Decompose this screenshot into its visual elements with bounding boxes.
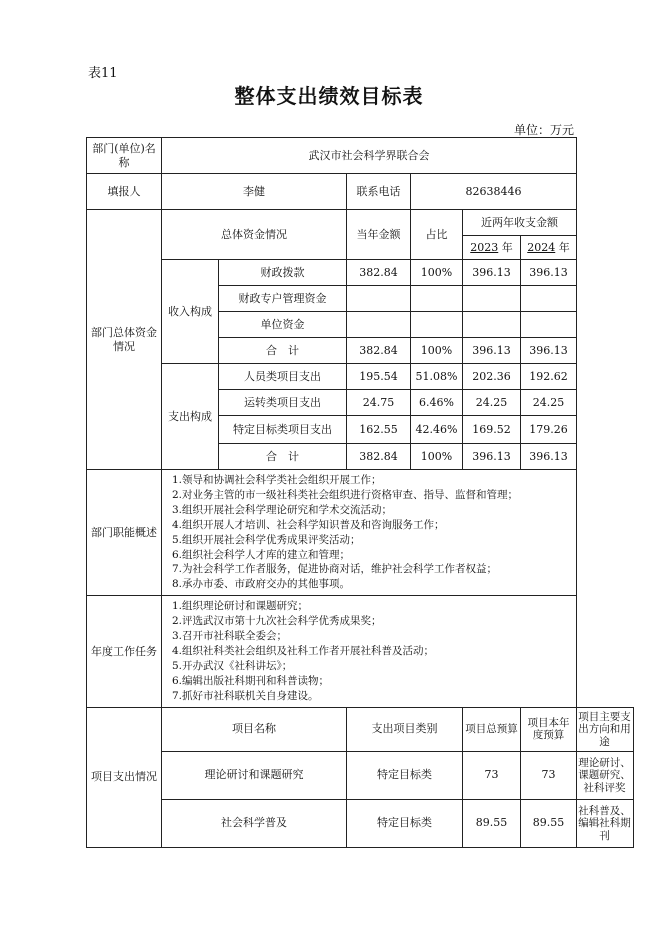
duty-item: 6.组织社会科学人才库的建立和管理； [172,548,351,561]
project-category-header: 支出项目类别 [347,707,463,751]
expense-row-y1: 202.36 [463,364,521,390]
duties-list [162,470,577,596]
duty-item: 7.为社会科学工作者服务，促进协商对话，维护社会科学工作者权益； [172,563,498,576]
income-total-amount: 382.84 [347,338,411,364]
income-row-ratio [411,286,463,312]
project-name-header: 项目名称 [162,707,347,751]
expense-row-ratio: 51.08% [411,364,463,390]
project-total: 73 [463,751,521,799]
phone-value: 82638446 [411,174,577,210]
expense-row-y2: 179.26 [521,416,577,444]
task-item: 5.开办武汉《社科讲坛》； [172,659,293,672]
project-year-budget: 73 [521,751,577,799]
unit-label: 单位：万元 [513,123,574,137]
income-row-ratio [411,312,463,338]
duty-item: 8.承办市委、市政府交办的其他事项。 [172,578,351,591]
income-total-name: 合 计 [219,338,347,364]
project-usage-header: 项目主要支出方向和用途 [576,708,634,752]
income-row-y1 [463,286,521,312]
expense-row-y1: 169.52 [463,416,521,444]
filler-label: 填报人 [87,174,162,210]
project-category: 特定目标类 [347,751,463,799]
expense-row-amount: 195.54 [347,364,411,390]
income-row-y2 [521,286,577,312]
income-row-y2: 396.13 [521,260,577,286]
income-row-ratio: 100% [411,260,463,286]
project-usage: 社科普及、编辑社科期刊 [576,800,634,848]
expense-row-name: 人员类项目支出 [219,364,347,390]
income-row-y1: 396.13 [463,260,521,286]
expense-row-ratio: 6.46% [411,390,463,416]
expense-row-amount: 24.75 [347,390,411,416]
project-name: 理论研讨和课题研究 [162,751,347,799]
expense-total-amount: 382.84 [347,444,411,470]
income-row-name: 财政拨款 [219,260,347,286]
expense-total-y2: 396.13 [521,444,577,470]
expense-row-amount: 162.55 [347,416,411,444]
project-total-header: 项目总预算 [463,707,521,751]
project-category: 特定目标类 [347,799,463,847]
income-row-name: 单位资金 [219,312,347,338]
expense-label: 支出构成 [162,364,219,470]
task-item: 6.编辑出版社科期刊和科普读物； [172,674,330,687]
income-total-y1: 396.13 [463,338,521,364]
funds-overview-label: 总体资金情况 [162,210,347,260]
task-item: 4.组织社科类社会组织及社科工作者开展社科普及活动； [172,644,435,657]
table-number: 表11 [88,66,118,81]
income-label: 收入构成 [162,260,219,364]
duty-item: 5.组织开展社会科学优秀成果评奖活动； [172,533,361,546]
dept-name-value: 武汉市社会科学界联合会 [162,138,577,174]
income-row-amount [347,312,411,338]
income-row-amount: 382.84 [347,260,411,286]
current-amount-header: 当年金额 [347,210,411,260]
income-total-ratio: 100% [411,338,463,364]
expense-total-ratio: 100% [411,444,463,470]
expense-row-name: 特定目标类项目支出 [219,416,347,444]
phone-label: 联系电话 [347,174,411,210]
expense-row-y2: 24.25 [521,390,577,416]
income-total-y2: 396.13 [521,338,577,364]
performance-target-table [86,137,577,848]
expense-total-name: 合 计 [219,444,347,470]
project-year-budget: 89.55 [521,799,577,847]
year1-header: 2023 年 [463,236,521,260]
expense-total-y1: 396.13 [463,444,521,470]
tasks-list [162,596,577,707]
income-row-amount [347,286,411,312]
project-name: 社会科学普及 [162,799,347,847]
duty-item: 4.组织开展人才培训、社会科学知识普及和咨询服务工作； [172,518,445,531]
dept-name-label: 部门(单位)名称 [87,138,162,174]
task-item: 1.组织理论研讨和课题研究； [172,600,309,613]
duty-item: 3.组织开展社会科学理论研究和学术交流活动； [172,503,393,516]
expense-row-y2: 192.62 [521,364,577,390]
recent-years-header: 近两年收支金额 [463,210,577,236]
task-item: 7.抓好市社科联机关自身建设。 [172,689,319,702]
task-item: 3.召开市社科联全委会； [172,630,288,643]
project-total: 89.55 [463,799,521,847]
project-year-header: 项目本年度预算 [521,707,577,751]
duties-label: 部门职能概述 [87,470,162,596]
task-item: 2.评选武汉市第十九次社会科学优秀成果奖； [172,615,382,628]
duty-item: 2.对业务主管的市一级社科类社会组织进行资格审查、指导、监督和管理； [172,488,519,501]
project-usage-column [576,707,634,848]
expense-row-y1: 24.25 [463,390,521,416]
expense-row-name: 运转类项目支出 [219,390,347,416]
project-usage: 理论研讨、课题研究、社科评奖 [576,752,634,800]
income-row-y1 [463,312,521,338]
filler-name: 李健 [162,174,347,210]
income-row-name: 财政专户管理资金 [219,286,347,312]
year2-header: 2024 年 [521,236,577,260]
tasks-label: 年度工作任务 [87,596,162,707]
ratio-header: 占比 [411,210,463,260]
expense-row-ratio: 42.46% [411,416,463,444]
page-title: 整体支出绩效目标表 [234,84,424,108]
income-row-y2 [521,312,577,338]
projects-label: 项目支出情况 [87,707,162,847]
duty-item: 1.领导和协调社会科学类社会组织开展工作； [172,474,382,486]
funds-section-label: 部门总体资金情况 [87,210,162,470]
